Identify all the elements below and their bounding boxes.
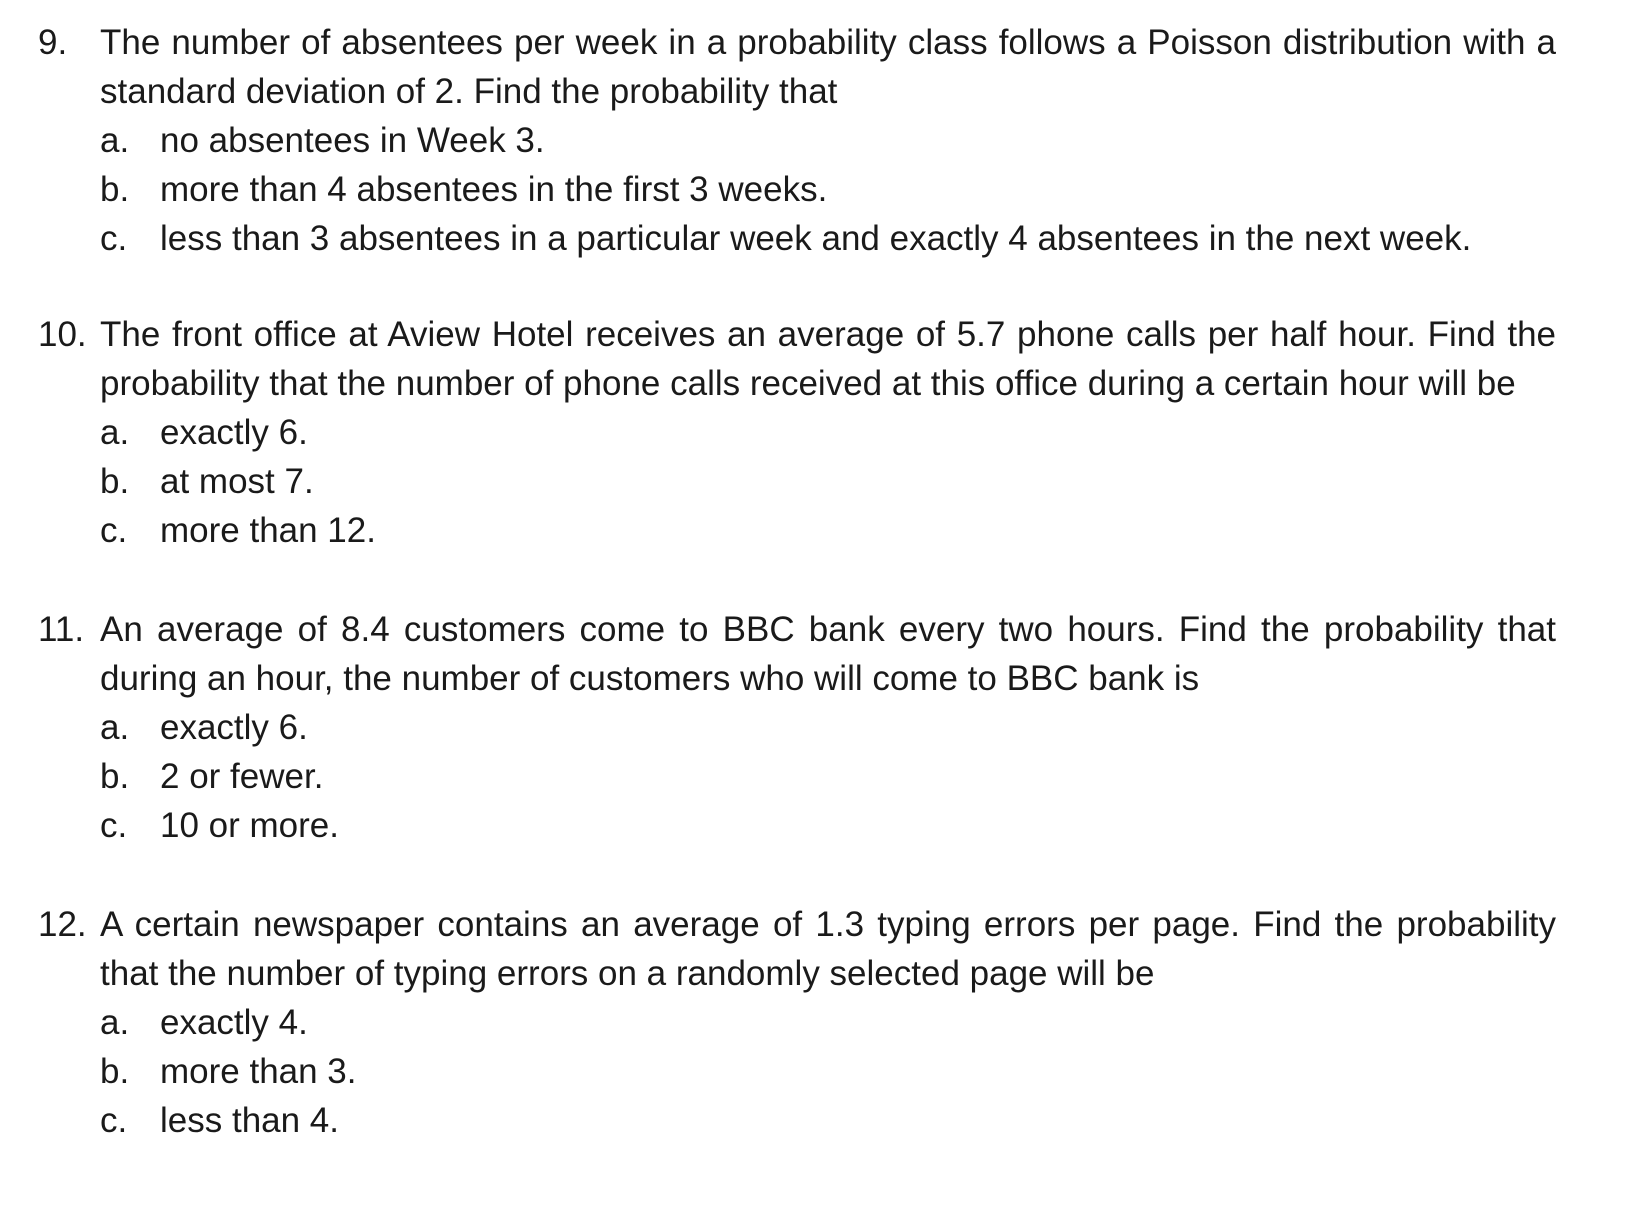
part-label: b. xyxy=(100,1052,130,1091)
question-part-a xyxy=(100,408,1556,457)
question-9 xyxy=(38,18,1556,263)
part-label: c. xyxy=(100,511,128,550)
question-part-c xyxy=(100,506,1556,555)
question-stem xyxy=(38,18,1556,116)
part-text: less than 4. xyxy=(160,1101,339,1140)
part-label: b. xyxy=(100,757,130,796)
question-stem xyxy=(38,605,1556,703)
part-label: a. xyxy=(100,121,130,160)
part-text: less than 3 absentees in a particular week and exactly 4 absentees in the next week. xyxy=(160,219,1472,258)
part-text: 10 or more. xyxy=(160,806,339,845)
question-parts xyxy=(38,116,1556,263)
part-label: a. xyxy=(100,1003,130,1042)
part-text: no absentees in Week 3. xyxy=(160,121,545,160)
question-parts xyxy=(38,998,1556,1145)
question-number: 11. xyxy=(38,610,85,649)
question-part-a xyxy=(100,998,1556,1047)
question-part-b xyxy=(100,457,1556,506)
part-label: a. xyxy=(100,708,130,747)
question-number: 12. xyxy=(38,905,87,944)
problem-set xyxy=(38,18,1556,1145)
question-part-b xyxy=(100,1047,1556,1096)
part-label: c. xyxy=(100,219,128,258)
question-12 xyxy=(38,900,1556,1145)
question-text: The number of absentees per week in a probability class follows a Poisson distribution with a standard deviation of 2. Find the probability that xyxy=(100,23,1556,111)
question-part-c xyxy=(100,1096,1556,1145)
part-label: a. xyxy=(100,413,130,452)
part-text: exactly 6. xyxy=(160,413,308,452)
part-text: exactly 4. xyxy=(160,1003,308,1042)
question-part-b xyxy=(100,165,1556,214)
part-label: b. xyxy=(100,462,130,501)
question-text: An average of 8.4 customers come to BBC bank every two hours. Find the probability that during an hour, the number of customers who will come to BBC bank is xyxy=(100,610,1556,698)
part-text: more than 4 absentees in the first 3 weeks. xyxy=(160,170,828,209)
question-parts xyxy=(38,703,1556,850)
question-stem xyxy=(38,310,1556,408)
question-text: The front office at Aview Hotel receives an average of 5.7 phone calls per half hour. Find the probability that the number of phone calls received at this office during a certain hour will be xyxy=(100,315,1556,403)
question-11 xyxy=(38,605,1556,850)
question-part-b xyxy=(100,752,1556,801)
question-part-c xyxy=(100,801,1556,850)
part-text: exactly 6. xyxy=(160,708,308,747)
question-10 xyxy=(38,310,1556,555)
question-parts xyxy=(38,408,1556,555)
question-part-c xyxy=(100,214,1556,263)
part-text: 2 or fewer. xyxy=(160,757,324,796)
question-part-a xyxy=(100,703,1556,752)
question-part-a xyxy=(100,116,1556,165)
part-label: b. xyxy=(100,170,130,209)
question-number: 10. xyxy=(38,315,87,354)
part-label: c. xyxy=(100,1101,128,1140)
part-text: more than 3. xyxy=(160,1052,357,1091)
part-text: more than 12. xyxy=(160,511,376,550)
part-label: c. xyxy=(100,806,128,845)
question-text: A certain newspaper contains an average of 1.3 typing errors per page. Find the probability that the number of typing errors on a randomly selected page will be xyxy=(100,905,1556,993)
question-number: 9. xyxy=(38,23,68,62)
part-text: at most 7. xyxy=(160,462,314,501)
question-stem xyxy=(38,900,1556,998)
